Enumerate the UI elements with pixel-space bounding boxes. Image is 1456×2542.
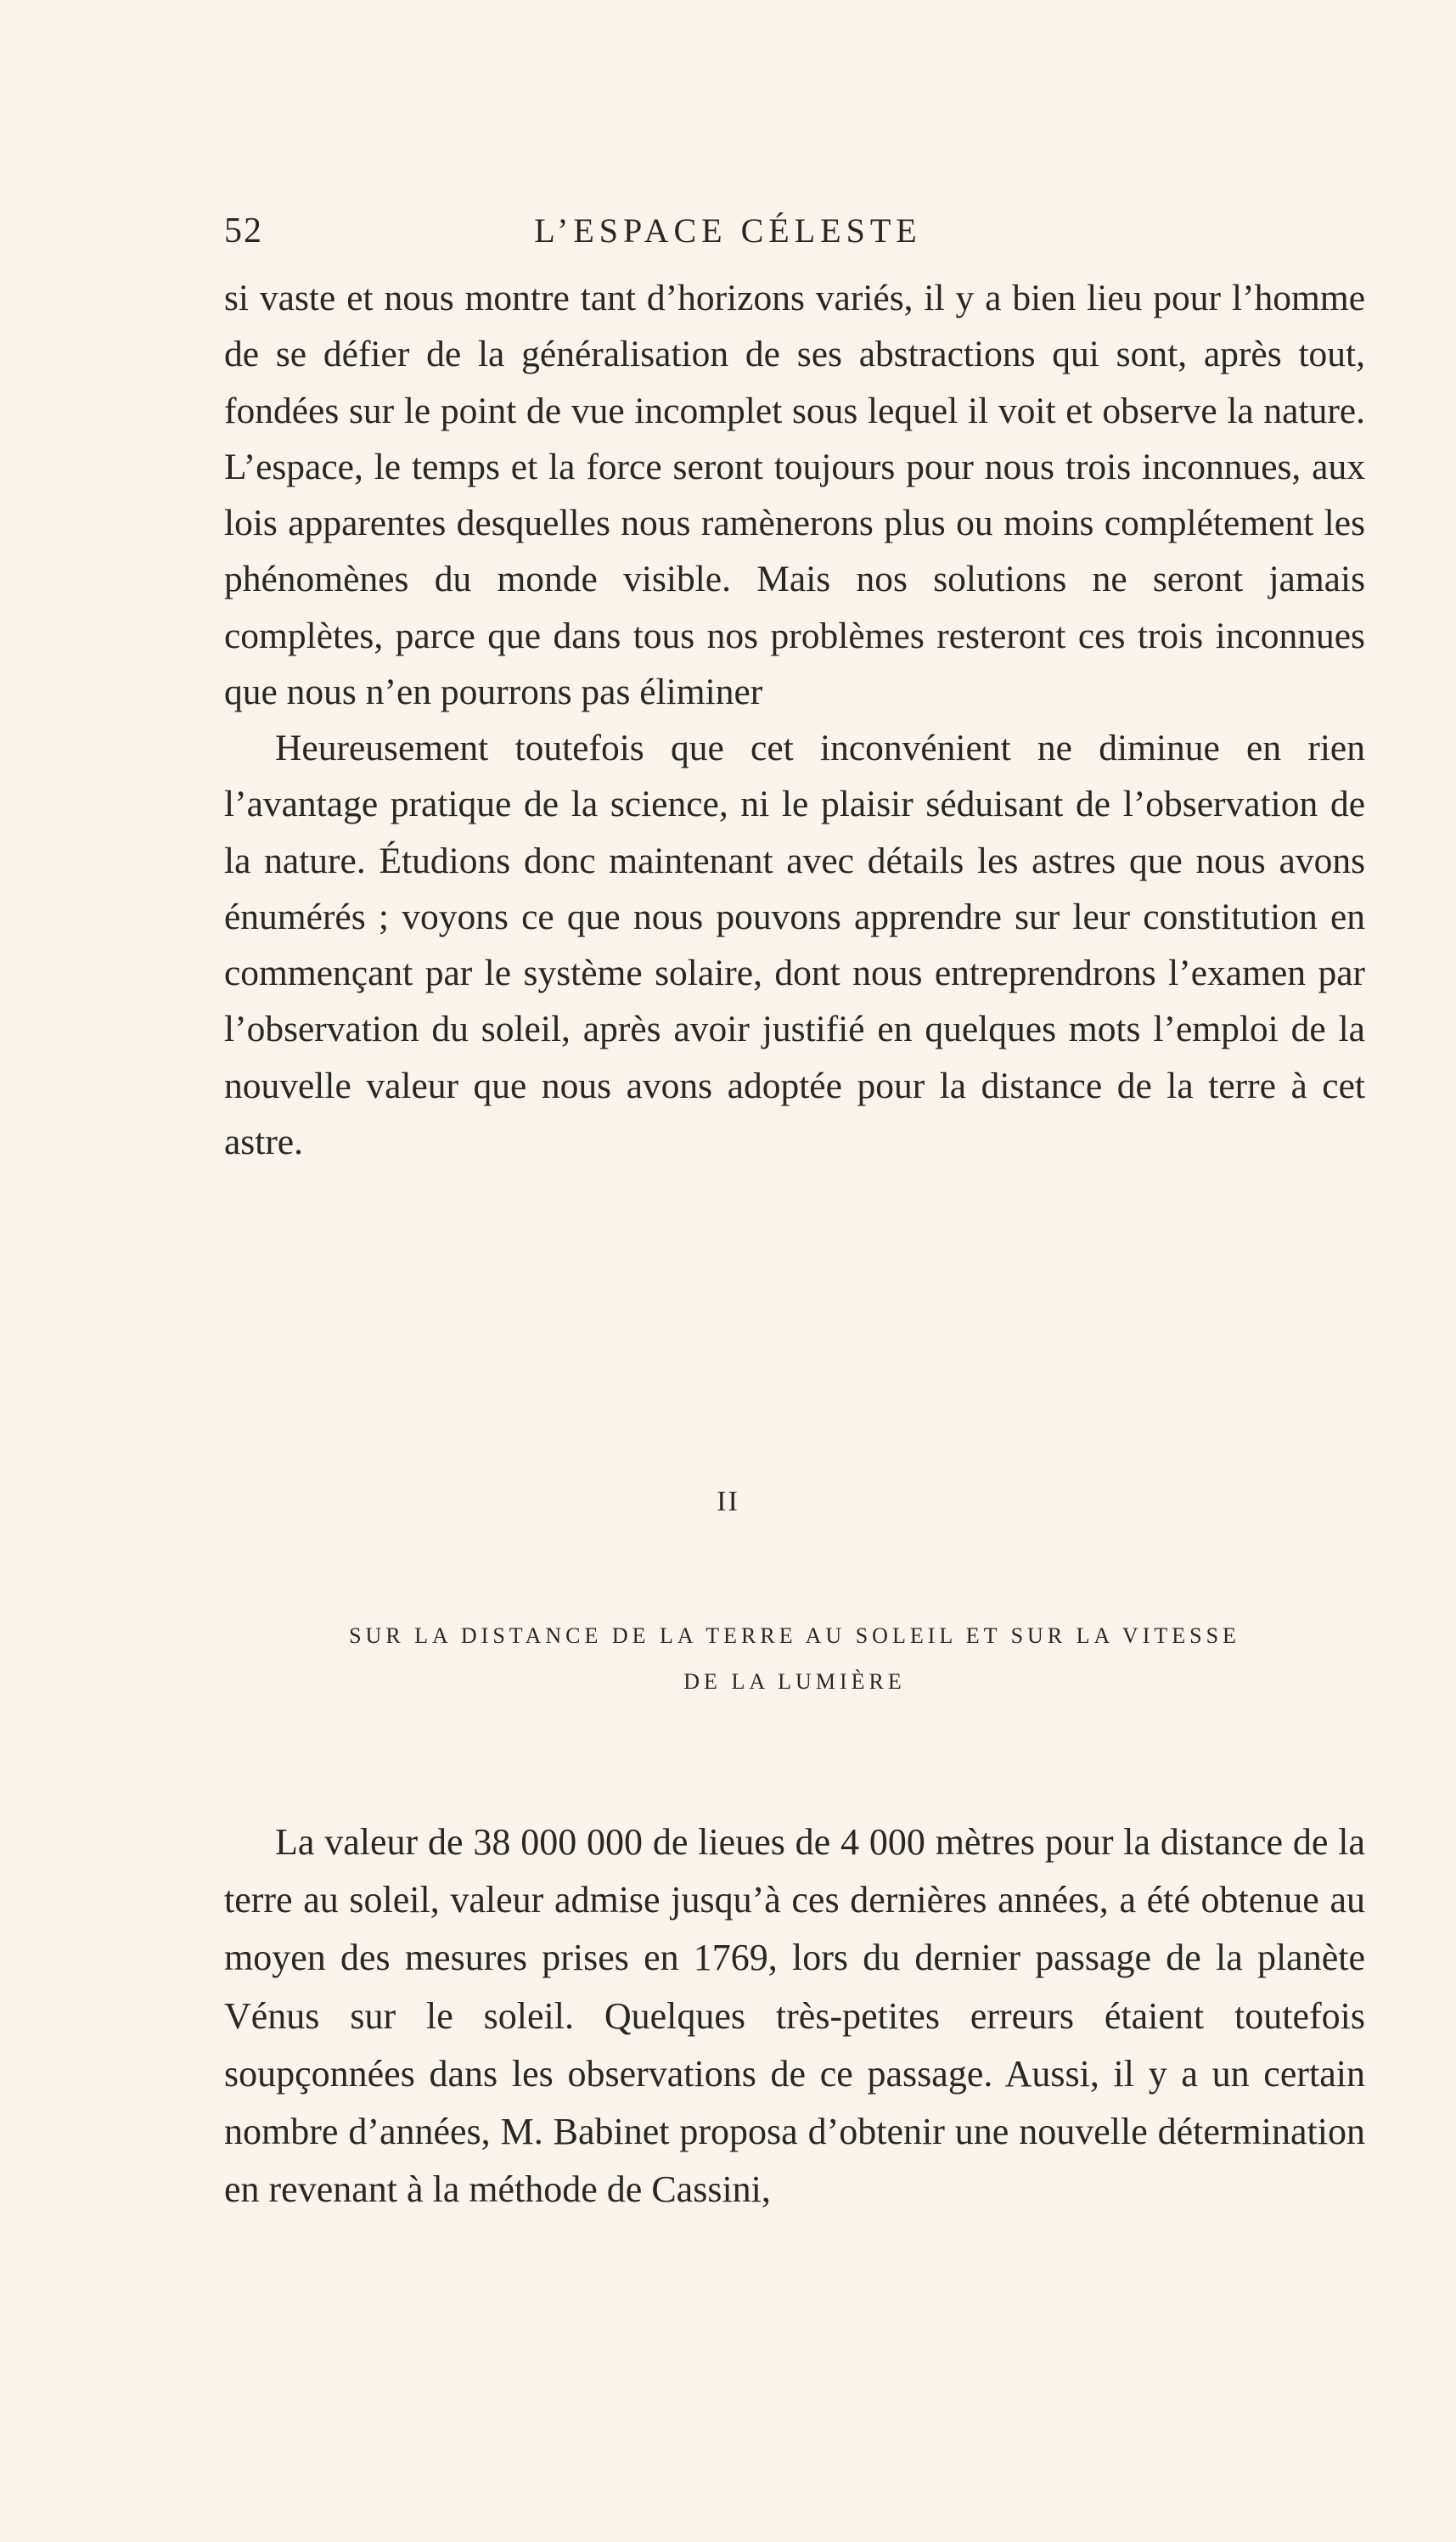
paragraph-text: Heureusement toutefois que cet inconvénient ne diminue en rien l’avantage pratique de la science, ni le plaisir séduisant de l’observation de la nature. Étudions donc maintenant avec détails les astres que nous avons énumérés ; voyons ce que nous pouvons apprendre sur leur constitution en commençant par le système solaire, dont nous entreprendrons l’examen par l’observation du soleil, après avoir justifié en quelques mots l’emploi de la nouvelle valeur que nous avons adoptée pour la distance de la terre à cet astre. (224, 728, 1365, 1163)
section-heading-line: SUR LA DISTANCE DE LA TERRE AU SOLEIL ET SUR LA VITESSE (349, 1623, 1240, 1648)
paragraph (224, 720, 1365, 1170)
paragraph (224, 270, 1365, 720)
paragraph-text: si vaste et nous montre tant d’horizons variés, il y a bien lieu pour l’homme de se défier de la généralisation de ses abstractions qui sont, après tout, fondées sur le point de vue incomplet sous lequel il voit et observe la nature. L’espace, le temps et la force seront toujours pour nous trois inconnues, aux lois apparentes desquelles nous ramènerons plus ou moins complétement les phénomènes du monde visible. Mais nos solutions ne seront jamais complètes, parce que dans tous nos problèmes resteront ces trois inconnues que nous n’en pourrons pas éliminer (224, 278, 1365, 713)
page-number: 52 (224, 211, 263, 250)
section-heading (224, 1613, 1365, 1705)
paragraph (224, 1814, 1365, 2219)
paragraph-text: La valeur de 38 000 000 de lieues de 4 000 mètres pour la distance de la terre au soleil, valeur admise jusqu’à ces dernières années, a été obtenue au moyen des mesures prises en 1769, lors du dernier passage de la planète Vénus sur le soleil. Quelques très-petites erreurs étaient toutefois soupçonnées dans les observations de ce passage. Aussi, il y a un certain nombre d’années, M. Babinet proposa d’obtenir une nouvelle détermination en revenant à la méthode de Cassini, (224, 1821, 1365, 2211)
running-title: L’ESPACE CÉLESTE (534, 211, 922, 250)
section-number: II (717, 1486, 739, 1517)
section-heading-line: DE LA LUMIÈRE (683, 1669, 906, 1694)
running-head (0, 211, 1456, 262)
